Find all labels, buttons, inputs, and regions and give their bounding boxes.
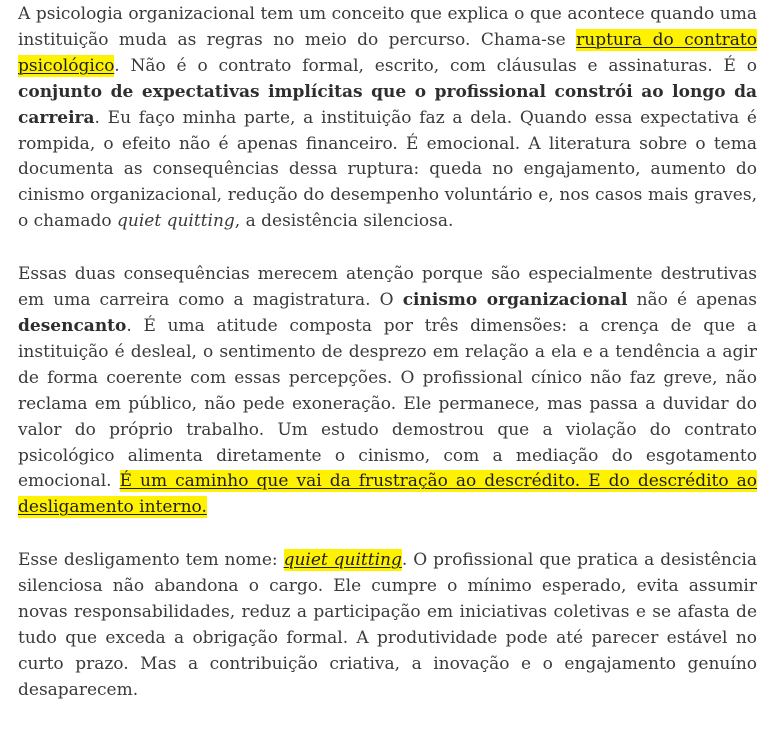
paragraph-1-text-3: . Eu faço minha parte, a instituição faz a dela. Quando essa expectativa é rompida, o efeito não é apenas financeiro. É emocional. A literatura sobre o tema documenta as consequências dessa ruptura: queda no engajamento, aumento do cinismo organizacional, redução do desempenho voluntário e, nos casos mais graves, o chamado (18, 107, 757, 232)
paragraph-1 (18, 2, 757, 235)
bold-desencanto: desencanto (18, 315, 127, 336)
paragraph-3-text-2: . O profissional que pratica a desistência silenciosa não abandona o cargo. Ele cumpre o mínimo esperado, evita assumir novas responsabilidades, reduz a participação em iniciativas coletivas e se afasta de tudo que exceda a obrigação formal. A produtividade pode até parecer estável no curto prazo. Mas a contribuição criativa, a inovação e o engajamento genuíno desaparecem. (18, 550, 757, 700)
paragraph-2 (18, 262, 757, 521)
paragraph-1-text-2: . Não é o contrato formal, escrito, com cláusulas e assinaturas. É o (114, 55, 757, 76)
highlight-caminho-frustracao[interactable]: É um caminho que vai da frustração ao descrédito. E do descrédito ao desligamento interno. (18, 471, 757, 518)
paragraph-3-text-1: Esse desligamento tem nome: (18, 550, 284, 571)
highlight-quiet-quitting[interactable]: quiet quitting (283, 550, 402, 571)
italic-quiet-quitting: quiet quitting (117, 211, 235, 232)
paragraph-2-text-3: . É uma atitude composta por três dimensões: a crença de que a instituição é desleal, o sentimento de desprezo em relação a ela e a tendência a agir de forma coerente com essas percepções. O profissional cínico não faz greve, não reclama em público, não pede exoneração. Ele permanece, mas passa a duvidar do valor do próprio trabalho. Um estudo demostrou que a violação do contrato psicológico alimenta diretamente o cinismo, com a mediação do esgotamento emocional. (18, 315, 757, 492)
paragraph-1-text-1: A psicologia organizacional tem um conceito que explica o que acontece quando uma instituição muda as regras no meio do percurso. Chama-se (18, 4, 757, 50)
bold-cinismo-organizacional: cinismo organizacional (402, 290, 628, 311)
paragraph-2-text-1: Essas duas consequências merecem atenção porque são especialmente destrutivas em uma carreira como a magistratura. O (18, 264, 757, 311)
highlight-ruptura-contrato[interactable]: ruptura do contrato psicológico (18, 29, 757, 76)
paragraph-1-text-4: , a desistência silenciosa. (234, 211, 454, 232)
bold-conjunto-expectativas: conjunto de expectativas implícitas que o profissional constrói ao longo da carreira (18, 81, 757, 128)
paragraph-3 (18, 548, 757, 703)
paragraph-2-text-2: não é apenas (627, 290, 758, 311)
